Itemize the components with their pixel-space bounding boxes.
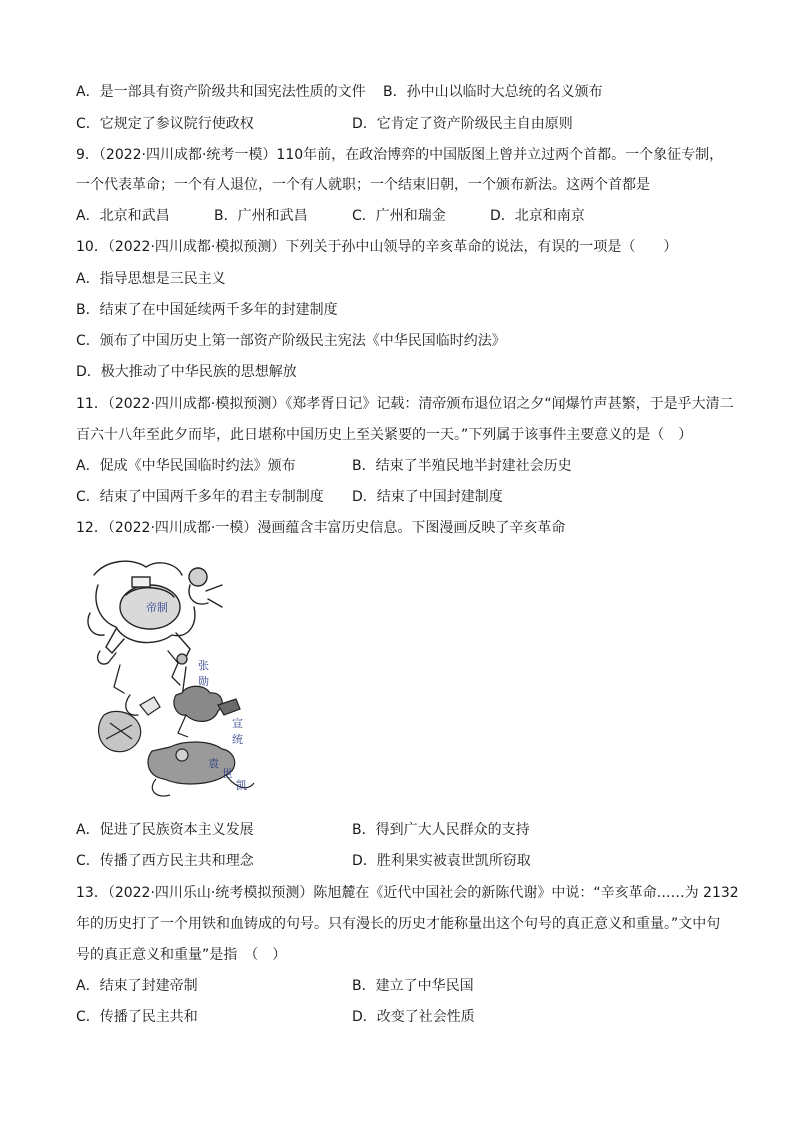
cartoon-label-dizhi: 帝制	[146, 601, 168, 614]
q12-option-b[interactable]: B．得到广大人民群众的支持	[352, 822, 530, 838]
q12-options-row-1	[76, 820, 736, 840]
q11-option-c[interactable]: C．结束了中国两千多年的君主专制制度	[76, 489, 324, 505]
q10-option-c[interactable]: C．颁布了中国历史上第一部资产阶级民主宪法《中华民国临时约法》	[76, 333, 506, 349]
q13-options-row-1	[76, 976, 736, 996]
q13-option-c[interactable]: C．传播了民主共和	[76, 1009, 198, 1025]
q13-option-b[interactable]: B．建立了中华民国	[352, 978, 474, 994]
q11-option-a[interactable]: A．促成《中华民国临时约法》颁布	[76, 458, 296, 474]
cartoon-label-shi: 世	[222, 767, 233, 780]
q8-option-c[interactable]: C．它规定了参议院行使政权	[76, 116, 254, 132]
q11-options-row-2	[76, 487, 736, 507]
q11-stem-line-1: 11．（2022·四川成都·模拟预测）《郑孝胥日记》记载：清帝颁布退位诏之夕“闻爆竹声甚繁，于是乎大清二	[76, 396, 734, 412]
q13-stem-line-1: 13．（2022·四川乐山·统考模拟预测）陈旭麓在《近代中国社会的新陈代谢》中说：“辛亥革命……为 2132	[76, 885, 739, 901]
q8-option-b[interactable]: B．孙中山以临时大总统的名义颁布	[383, 84, 603, 100]
q11-option-b[interactable]: B．结束了半殖民地半封建社会历史	[352, 458, 572, 474]
cartoon-label-tong: 统	[232, 733, 243, 746]
q11-options-row-1	[76, 456, 736, 476]
q10-option-b[interactable]: B．结束了在中国延续两千多年的封建制度	[76, 302, 338, 318]
q9-option-a[interactable]: A．北京和武昌	[76, 208, 170, 224]
q13-options-row-2	[76, 1007, 736, 1027]
q11-stem-line-2: 百六十八年至此夕而毕，此日堪称中国历史上至关紧要的一天。”下列属于该事件主要意义的是（ ）	[76, 427, 693, 443]
q10-option-a[interactable]: A．指导思想是三民主义	[76, 271, 226, 287]
q9-stem-line-2: 一个代表革命；一个有人退位，一个有人就职；一个结束旧朝，一个颁布新法。这两个首都是	[76, 177, 650, 193]
q9-option-c[interactable]: C．广州和瑞金	[352, 208, 446, 224]
q12-cartoon-image	[86, 555, 258, 803]
q11-option-d[interactable]: D．结束了中国封建制度	[352, 489, 503, 505]
q8-options-row-2	[76, 114, 736, 134]
q8-option-d[interactable]: D．它肯定了资产阶级民主自由原则	[352, 116, 573, 132]
q8-option-a[interactable]: A．是一部具有资产阶级共和国宪法性质的文件	[76, 84, 366, 100]
q9-options-row	[76, 206, 736, 226]
q13-stem-line-3: 号的真正意义和重量”是指 （ ）	[76, 947, 287, 963]
q13-option-a[interactable]: A．结束了封建帝制	[76, 978, 198, 994]
q8-options-row-1	[76, 82, 736, 102]
q12-stem: 12．（2022·四川成都·一模）漫画蕴含丰富历史信息。下图漫画反映了辛亥革命	[76, 520, 566, 536]
q12-option-a[interactable]: A．促进了民族资本主义发展	[76, 822, 254, 838]
cartoon-label-kai: 凯	[236, 779, 247, 792]
cartoon-label-zhang: 张	[198, 659, 209, 672]
q12-options-row-2	[76, 851, 736, 871]
q12-option-c[interactable]: C．传播了西方民主共和理念	[76, 853, 254, 869]
q13-option-d[interactable]: D．改变了社会性质	[352, 1009, 475, 1025]
q10-stem: 10．（2022·四川成都·模拟预测）下列关于孙中山领导的辛亥革命的说法，有误的一项是（ ）	[76, 239, 678, 255]
cartoon-label-xuan: 宣	[232, 717, 243, 730]
q12-option-d[interactable]: D．胜利果实被袁世凯所窃取	[352, 853, 531, 869]
q13-stem-line-2: 年的历史打了一个用铁和血铸成的句号。只有漫长的历史才能称量出这个句号的真正意义和重量。”文中句	[76, 916, 721, 932]
q9-stem-line-1: 9．（2022·四川成都·统考一模）110年前，在政治博弈的中国版图上曾并立过两个首都。一个象征专制，	[76, 147, 724, 163]
q9-option-d[interactable]: D．北京和南京	[490, 208, 585, 224]
q10-option-d[interactable]: D．极大推动了中华民族的思想解放	[76, 364, 297, 380]
q9-option-b[interactable]: B．广州和武昌	[214, 208, 308, 224]
cartoon-label-xun: 勋	[198, 675, 209, 688]
cartoon-label-yuan: 袁	[208, 757, 219, 770]
